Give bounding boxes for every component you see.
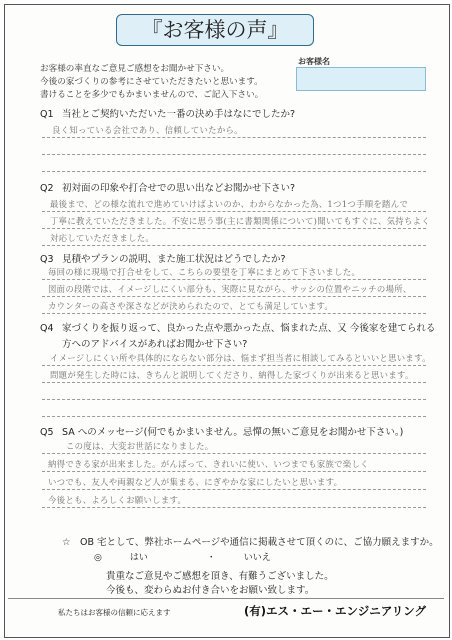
question-3 — [40, 251, 286, 265]
option-yes-label: はい — [129, 553, 148, 563]
answer-text: 毎回の様に現場で打合せをして、こちらの要望を丁寧にまとめて下さいました。 — [48, 267, 361, 277]
answer-line — [42, 507, 426, 508]
option-no-label: いいえ — [243, 553, 271, 563]
answer-text: イメージしにくい所や具体的にならない部分は、悩まず担当者に相談してみるといいと思います。 — [50, 353, 431, 363]
answer-line — [42, 489, 426, 490]
intro-line: 書けることを多少でもかまいませんので、ご記入下さい。 — [40, 90, 264, 100]
answer-line — [42, 171, 426, 172]
thank-you-message — [106, 570, 334, 598]
answer-text: 問題が発生した時には、きちんと説明してくださり、納得した家づくりが出来ると思います。 — [50, 370, 414, 380]
answer-text: この度は、大変お世話になりました。 — [66, 441, 214, 451]
answer-line — [42, 453, 426, 454]
answer-text: カウンターの高さや深さなどが決められたので、とても満足しています。 — [48, 301, 334, 311]
question-number: Q2 — [40, 183, 54, 194]
answer-line — [42, 365, 426, 366]
question-5 — [40, 424, 403, 438]
answer-text: 図面の段階では、イメージしにくい部分も、実際に見ながら、サッシの位置やニッチの場所、 — [48, 284, 412, 294]
page-title: 『お客様の声』 — [116, 14, 314, 46]
footer-divider — [8, 598, 444, 599]
answer-text: 対応していただきました。 — [50, 233, 155, 243]
option-no[interactable] — [207, 553, 299, 563]
footer-slogan: 私たちはお客様の信頼に応えます — [58, 608, 171, 617]
option-yes[interactable] — [94, 553, 176, 563]
answer-line — [42, 399, 426, 400]
answer-line — [42, 154, 426, 155]
answer-line — [42, 137, 426, 138]
answer-text: 今後とも、よろしくお願いします。 — [48, 495, 187, 505]
answer-line — [42, 245, 426, 246]
bullet-icon: ・ — [206, 553, 216, 563]
answer-line — [42, 296, 426, 297]
question-text: 家づくりを振り返って、良かった点や悪かった点、悩まれた点、又 今後家を建てられる — [62, 323, 436, 334]
thanks-line: 今後も、変わらぬお付き合いをお願い致します。 — [106, 585, 315, 596]
answer-text: いつでも、友人や両親など人が集まる、にぎやかな家にしたいと思います。 — [48, 477, 343, 487]
question-4 — [40, 320, 435, 334]
question-text: 当社とご契約いただいた一番の決め手はなにでしたか? — [62, 109, 296, 120]
question-text: SA へのメッセージ(何でもかまいません。忌憚の無いご意見をお聞かせ下さい。) — [62, 427, 404, 438]
answer-line — [42, 382, 426, 383]
ob-consent-options — [94, 550, 327, 563]
answer-text: 納得できる家が出来ました。がんばって、きれいに使い、いつまでも家族で楽しく — [48, 459, 369, 469]
question-text: 見積やプランの説明、また施工状況はどうでしたか? — [62, 254, 286, 265]
answer-line — [42, 228, 426, 229]
intro-line: 今後の家づくりの参考にさせていただきたいと思います。 — [40, 77, 263, 87]
question-number: Q4 — [40, 323, 54, 334]
intro-text — [40, 63, 263, 102]
customer-name-label: お客様名 — [298, 57, 330, 66]
customer-name-field[interactable] — [296, 67, 426, 91]
intro-line: お客様の率直なご意見ご感想をお聞かせ下さい。 — [40, 64, 230, 74]
answer-text: 最後まで、どの様な流れで進めていけばよいのか、わからなかった為、1つ1つ手順を踏んで — [50, 199, 409, 209]
question-number: Q1 — [40, 109, 54, 120]
answer-line — [42, 471, 426, 472]
answer-line — [42, 211, 426, 212]
question-2 — [40, 180, 295, 194]
question-1 — [40, 106, 295, 120]
answer-text: 丁寧に教えていただきました。不安に思う事(主に書類関係について)聞いてもすぐに、気持ちよく — [50, 216, 430, 226]
company-name: (有)エス・エー・エンジニアリング — [244, 604, 427, 618]
question-number: Q5 — [40, 427, 54, 438]
question-4-continued: 方へのアドバイスがあればお聞かせ下さい? — [62, 339, 248, 350]
answer-line — [42, 279, 426, 280]
answer-text: 良く知っている会社であり、信頼していたから。 — [52, 125, 243, 135]
answer-line — [42, 416, 426, 417]
answer-line — [42, 313, 426, 314]
thanks-line: 貴重なご意見やご感想を頂き、有難うございました。 — [106, 571, 334, 582]
question-number: Q3 — [40, 254, 54, 265]
ob-consent-question: ☆ OB 宅として、弊社ホームページや通信に掲載させて頂くのに、ご協力願えますか。 — [62, 537, 439, 548]
selected-circle-icon: ◎ — [94, 553, 102, 563]
question-text: 初対面の印象や打合せでの思い出などお聞かせ下さい? — [62, 183, 296, 194]
